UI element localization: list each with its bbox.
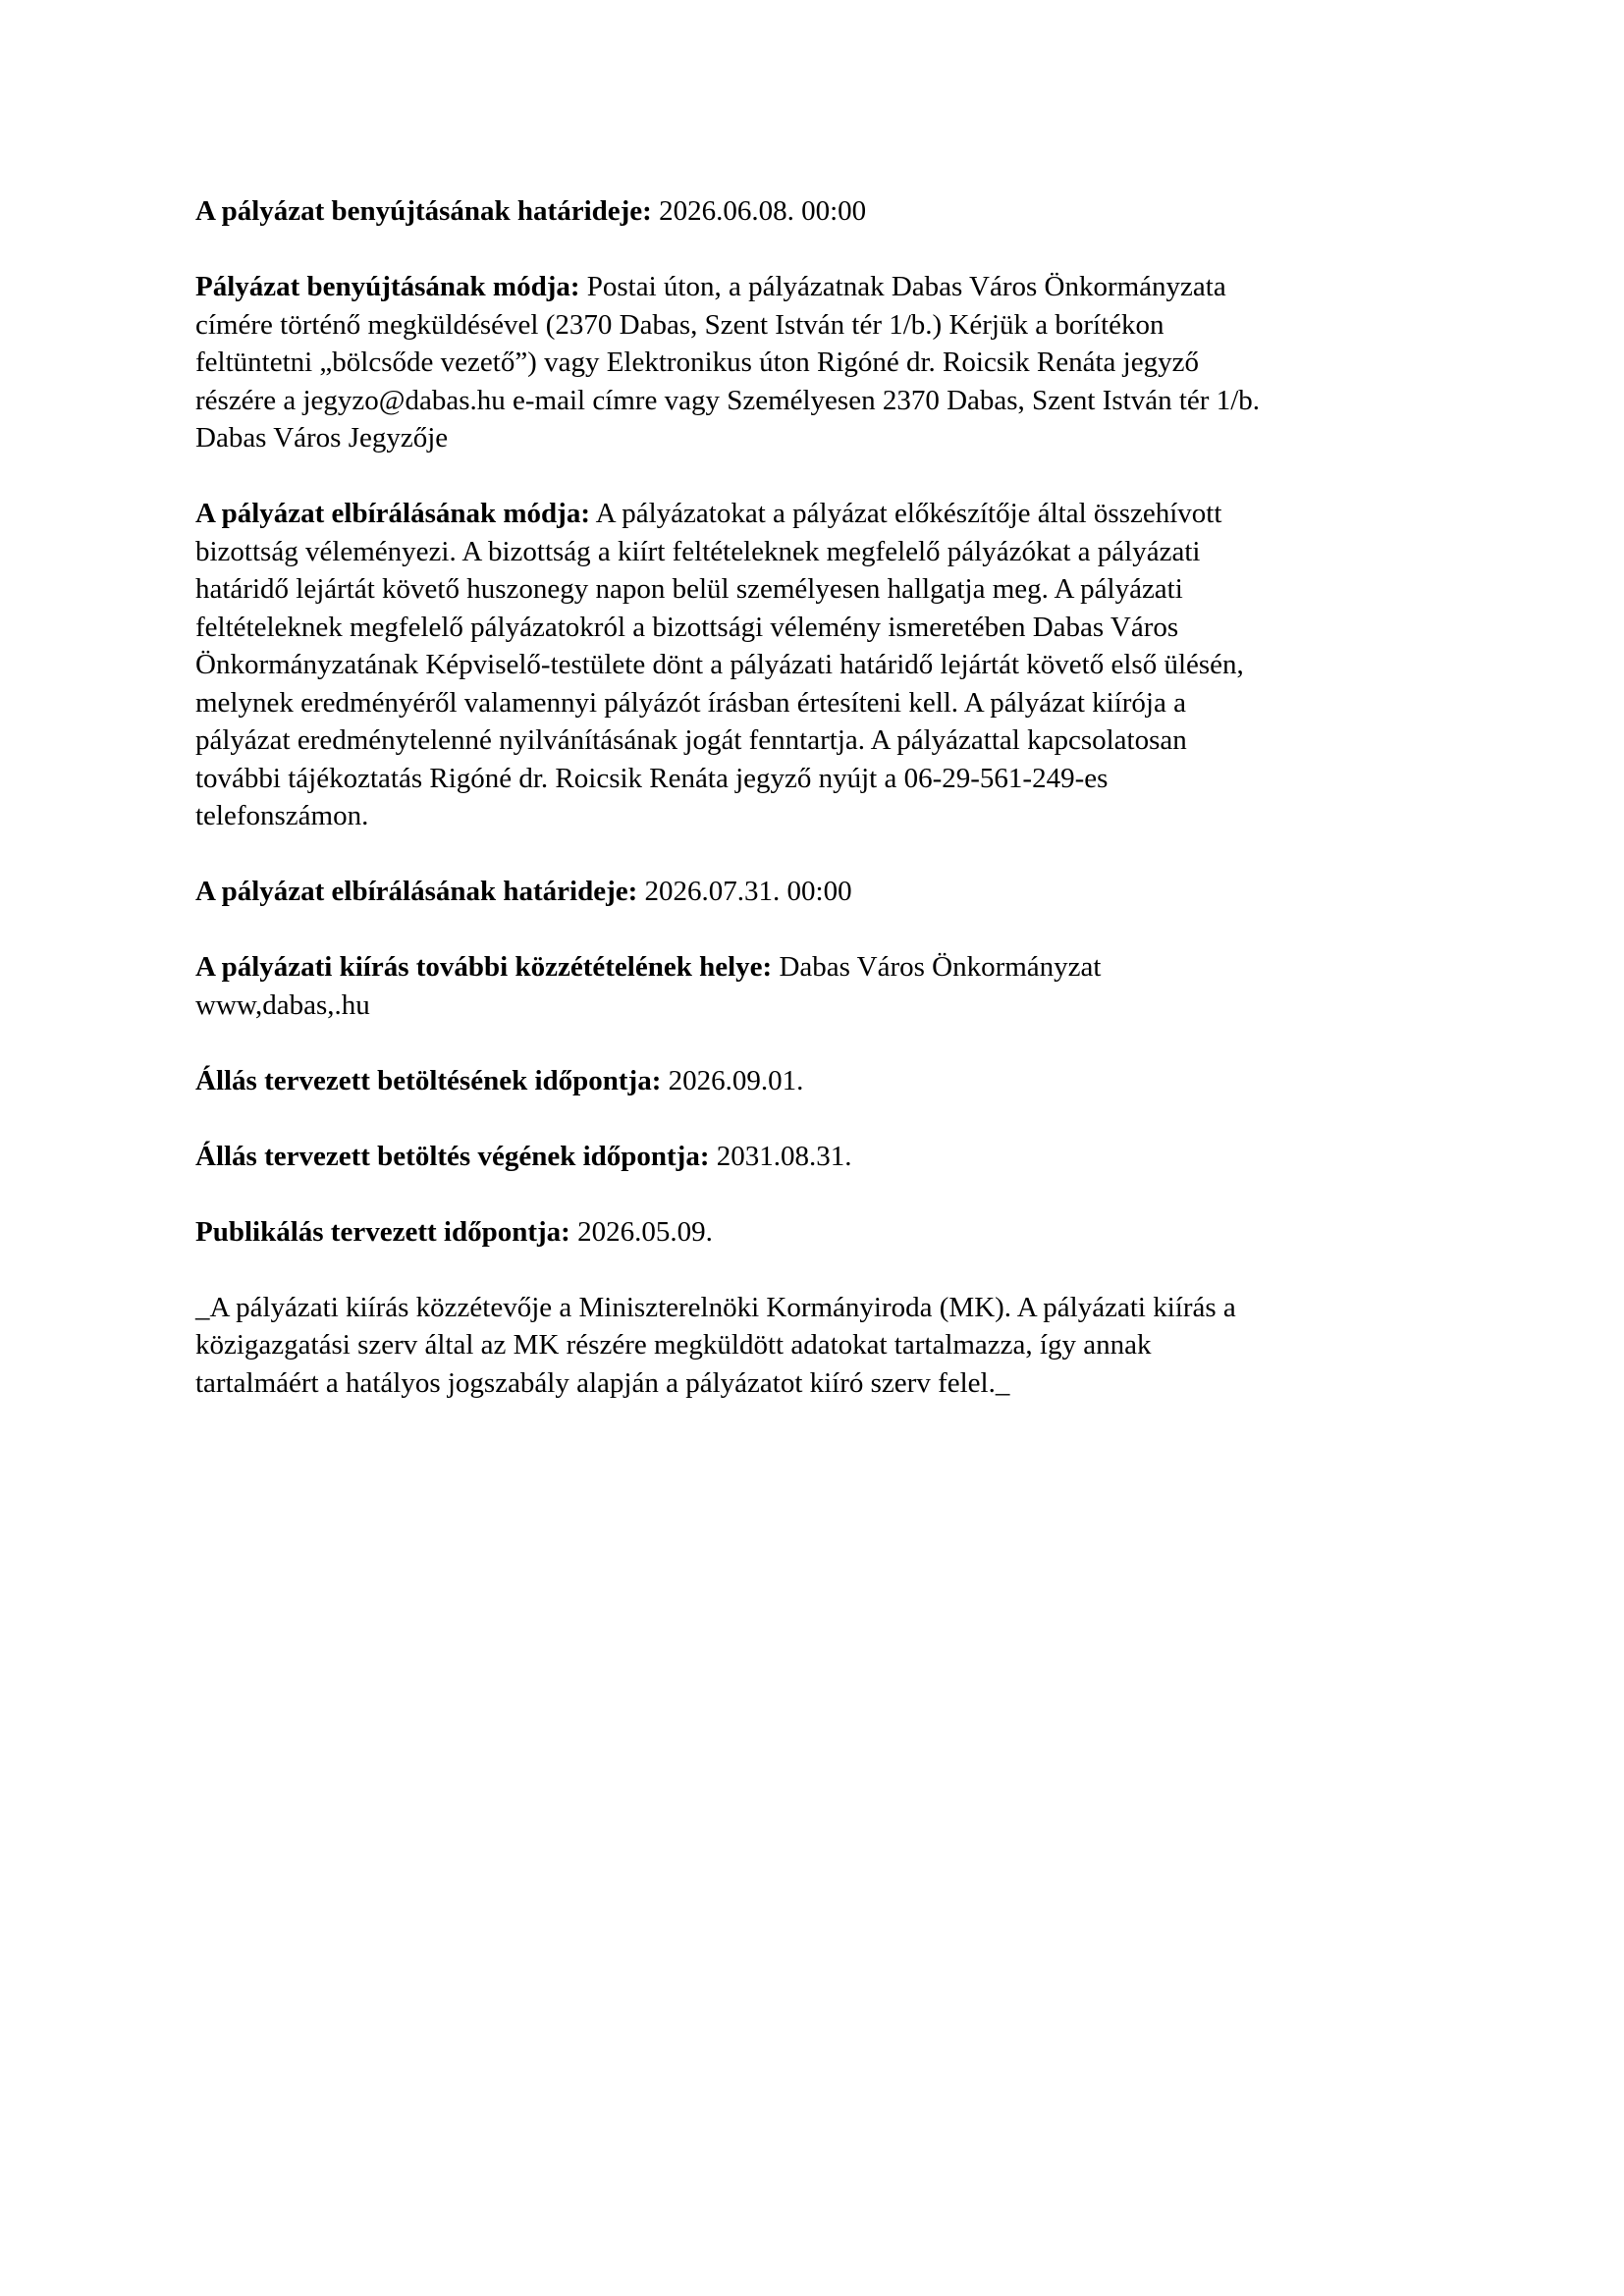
- publication-place-value: Dabas Város Önkormányzat www,dabas,.hu: [195, 951, 1102, 1021]
- submission-method-value: Postai úton, a pályázatnak Dabas Város Önkormányzata címére történő megküldésével (2370 Dabas, Szent István tér 1/b.) Kérjük a borítékon feltüntetni „bölcsőde vezető”) vagy Elektronikus úton Rigóné dr. Roicsik Renáta jegyző részére a jegyzo@dabas.hu e-mail címre vagy Személyesen 2370 Dabas, Szent István tér 1/b. Dabas Város Jegyzője: [195, 271, 1261, 454]
- submission-method-section: [195, 268, 1433, 457]
- planned-end-section: [195, 1138, 1433, 1176]
- publication-place-section: [195, 948, 1433, 1024]
- submission-deadline-value: 2026.06.08. 00:00: [651, 195, 867, 227]
- submission-method-label: Pályázat benyújtásának módja:: [195, 271, 580, 302]
- evaluation-deadline-value: 2026.07.31. 00:00: [637, 876, 852, 907]
- evaluation-method-label: A pályázat elbírálásának módja:: [195, 498, 590, 529]
- publication-date-value: 2026.05.09.: [569, 1215, 713, 1248]
- evaluation-deadline-label: A pályázat elbírálásának határideje:: [195, 876, 638, 907]
- publication-date-section: [195, 1213, 1433, 1252]
- publication-place-label: A pályázati kiírás további közzétételének helye:: [195, 951, 773, 983]
- publication-date-label: Publikálás tervezett időpontja:: [195, 1215, 570, 1248]
- submission-deadline-section: [195, 192, 1433, 231]
- planned-end-label: Állás tervezett betöltés végének időpontja:: [195, 1140, 710, 1172]
- evaluation-method-section: [195, 495, 1433, 835]
- evaluation-method-value: A pályázatokat a pályázat előkészítője által összehívott bizottság véleményezi. A bizottság a kiírt feltételeknek megfelelő pályázókat a pályázati határidő lejártát követő huszonegy napon belül személyesen hallgatja meg. A pályázati feltételeknek megfelelő pályázatokról a bizottsági vélemény ismeretében Dabas Város Önkormányzatának Képviselő-testülete dönt a pályázati határidő lejártát követő első ülésén, melynek eredményéről valamennyi pályázót írásban értesíteni kell. A pályázat kiírója a pályázat eredménytelenné nyilvánításának jogát fenntartja. A pályázattal kapcsolatosan további tájékoztatás Rigóné dr. Roicsik Renáta jegyző nyújt a 06-29-561-249-es telefonszámon.: [195, 498, 1244, 831]
- planned-start-label: Állás tervezett betöltésének időpontja:: [195, 1064, 662, 1096]
- planned-start-value: 2026.09.01.: [661, 1064, 804, 1096]
- document-body: [195, 192, 1433, 1440]
- footer-note: _A pályázati kiírás közzétevője a Miniszterelnöki Kormányiroda (MK). A pályázati kiírás a közigazgatási szerv által az MK részére megküldött adatokat tartalmazza, így annak tartalmáért a hatályos jogszabály alapján a pályázatot kiíró szerv felel._: [195, 1291, 1236, 1399]
- evaluation-deadline-section: [195, 873, 1433, 911]
- planned-start-section: [195, 1062, 1433, 1100]
- planned-end-value: 2031.08.31.: [709, 1140, 852, 1172]
- submission-deadline-label: A pályázat benyújtásának határideje:: [195, 195, 652, 227]
